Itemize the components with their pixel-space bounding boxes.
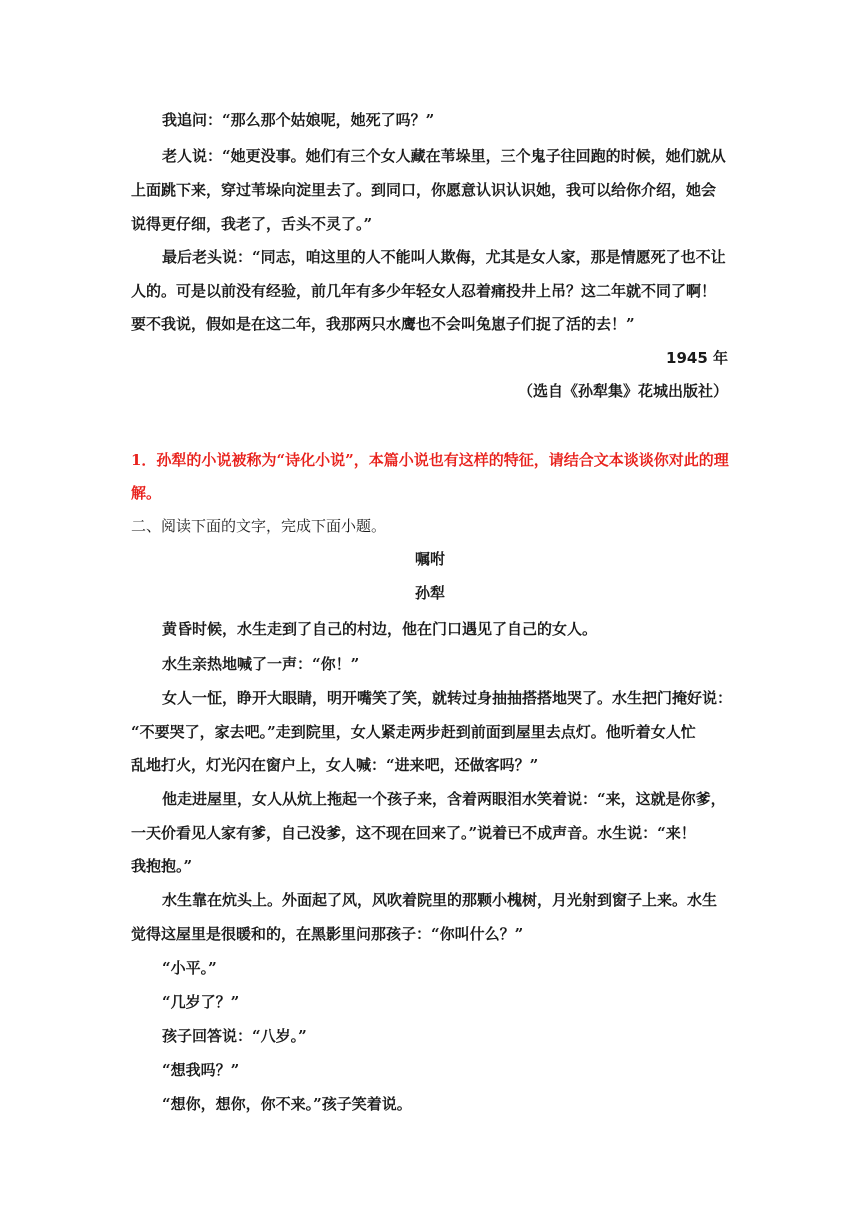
question-1-line: 1．孙犁的小说被称为“诗化小说”，本篇小说也有这样的特征，请结合文本谈谈你对此的理 — [131, 451, 729, 469]
dialogue-line: “想我吗？” — [162, 1061, 240, 1079]
question-1-line: 解。 — [131, 484, 162, 502]
date-line: 1945 年 — [666, 349, 728, 367]
paragraph-line: 乱地打火，灯光闪在窗户上，女人喊：“进来吧，还做客吗？” — [131, 756, 539, 774]
dialogue-line: “小平。” — [162, 959, 217, 977]
dialogue-line: “想你，想你，你不来。”孩子笑着说。 — [162, 1095, 412, 1113]
dialogue-line: 孩子回答说：“八岁。” — [162, 1027, 307, 1045]
paragraph-line: 我抱抱。” — [131, 857, 193, 875]
paragraph-line: 要不我说，假如是在这二年，我那两只水鹰也不会叫兔崽子们捉了活的去！” — [131, 315, 635, 333]
paragraph-line: 水生亲热地喊了一声：“你！” — [162, 655, 360, 673]
paragraph-line: 觉得这屋里是很暖和的，在黑影里问那孩子：“你叫什么？” — [131, 925, 524, 943]
dialogue-line: “几岁了？” — [162, 993, 240, 1011]
section-heading: 二、阅读下面的文字，完成下面小题。 — [131, 517, 387, 535]
paragraph-line: 水生靠在炕头上。外面起了风，风吹着院里的那颗小槐树，月光射到窗子上来。水生 — [162, 891, 718, 909]
paragraph-line: “不要哭了，家去吧。”走到院里，女人紧走两步赶到前面到屋里去点灯。他听着女人忙 — [131, 723, 696, 741]
paragraph-line: 说得更仔细，我老了，舌头不灵了。” — [131, 215, 373, 233]
story-author: 孙犁 — [414, 584, 445, 602]
paragraph-line: 最后老头说：“同志，咱这里的人不能叫人欺侮，尤其是女人家，那是情愿死了也不让 — [162, 248, 726, 266]
paragraph-line: 我追问：“那么那个姑娘呢，她死了吗？” — [162, 111, 435, 129]
paragraph-line: 上面跳下来，穿过苇垛向淀里去了。到同口，你愿意认识认识她，我可以给你介绍，她会 — [131, 181, 717, 199]
paragraph-line: 黄昏时候，水生走到了自己的村边，他在门口遇见了自己的女人。 — [162, 620, 598, 638]
paragraph-line: 他走进屋里，女人从炕上拖起一个孩子来，含着两眼泪水笑着说：“来，这就是你爹， — [162, 790, 726, 808]
source-citation: （选自《孙犁集》花城出版社） — [517, 382, 728, 400]
story-title: 嘱咐 — [414, 550, 445, 568]
paragraph-line: 一天价看见人家有爹，自己没爹，这不现在回来了。”说着已不成声音。水生说：“来！ — [131, 824, 696, 842]
paragraph-line: 老人说：“她更没事。她们有三个女人藏在苇垛里，三个鬼子往回跑的时候，她们就从 — [162, 147, 726, 165]
paragraph-line: 人的。可是以前没有经验，前几年有多少年轻女人忍着痛投井上吊？这二年就不同了啊！ — [131, 282, 717, 300]
paragraph-line: 女人一怔，睁开大眼睛，明开嘴笑了笑，就转过身抽抽搭搭地哭了。水生把门掩好说： — [162, 689, 733, 707]
